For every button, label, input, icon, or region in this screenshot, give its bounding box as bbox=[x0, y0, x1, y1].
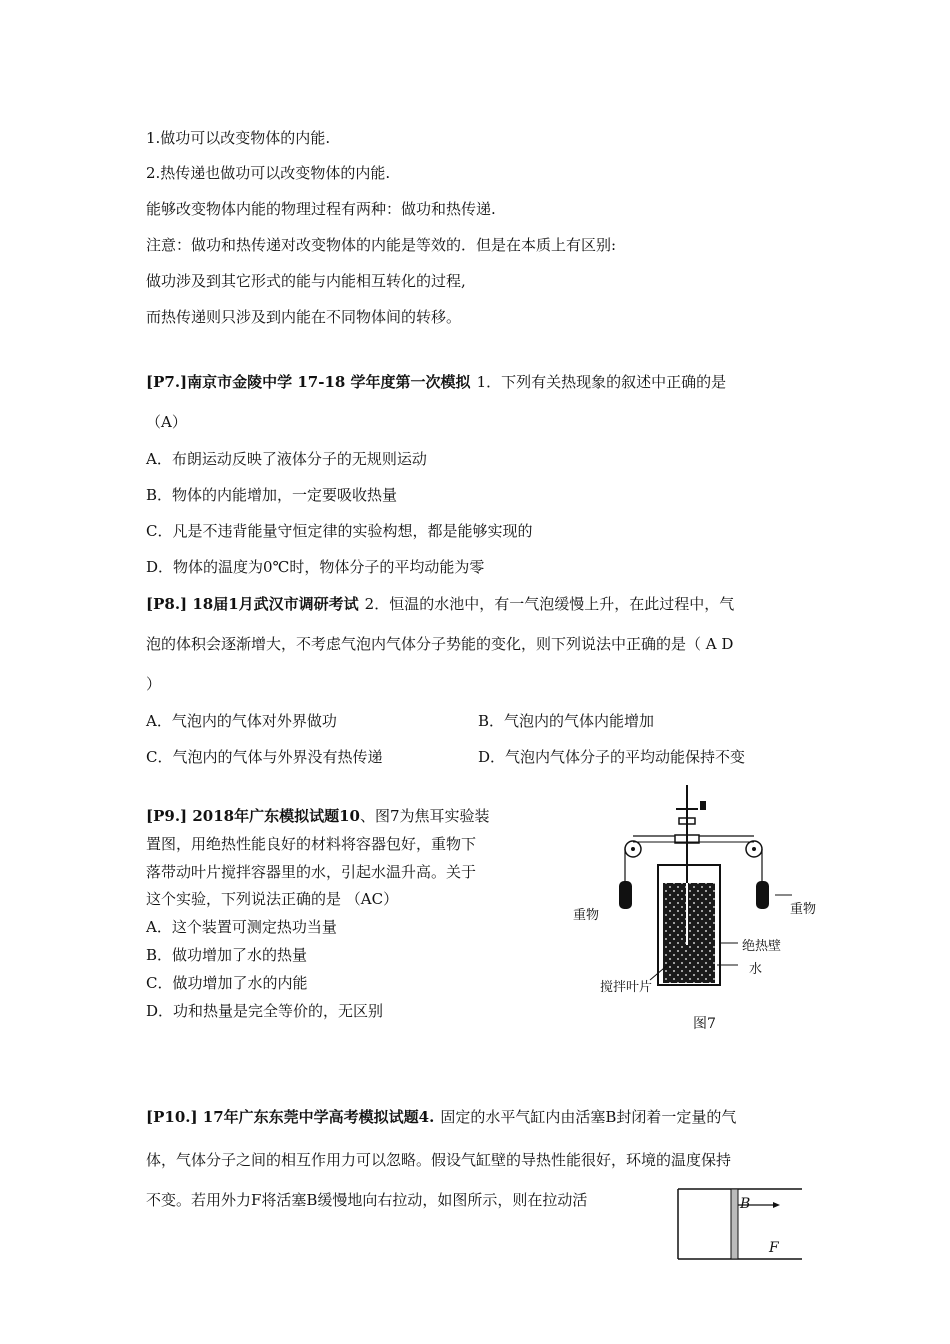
piston-figure bbox=[676, 1188, 804, 1262]
joule-apparatus-diagram bbox=[560, 785, 830, 990]
figure-caption: 图7 bbox=[693, 1016, 716, 1032]
intro-line-6: 而热传递则只涉及到内能在不同物体间的转移。 bbox=[146, 308, 462, 326]
water bbox=[663, 883, 715, 983]
p9-option-a: A．这个装置可测定热功当量 bbox=[146, 918, 337, 936]
p8-option-b: B．气泡内的气体内能增加 bbox=[478, 712, 655, 730]
p9-stem-2: 置图，用绝热性能良好的材料将容器包好，重物下 bbox=[146, 835, 477, 853]
pulley-right-axle bbox=[752, 847, 756, 851]
p8-option-a: A．气泡内的气体对外界做功 bbox=[146, 712, 337, 730]
pulley-left-axle bbox=[631, 847, 635, 851]
weight-right-label: 重物 bbox=[790, 902, 817, 917]
p8-stem-1: 2．恒温的水池中，有一气泡缓慢上升，在此过程中，气 bbox=[364, 595, 735, 613]
p8-stem-2: 泡的体积会逐渐增大，不考虑气泡内气体分子势能的变化，则下列说法中正确的是（ A D bbox=[146, 635, 734, 653]
intro-line-1: 1.做功可以改变物体的内能. bbox=[146, 129, 331, 147]
p10-stem-1: 固定的水平气缸内由活塞B封闭着一定量的气 bbox=[440, 1108, 737, 1126]
intro-line-2: 2.热传递也做功可以改变物体的内能. bbox=[146, 164, 391, 182]
force-arrow-head bbox=[773, 1202, 780, 1208]
p8-stem-3: ） bbox=[146, 675, 162, 693]
p9-heading bbox=[146, 806, 490, 826]
p7-tag: [P7.]南京市金陵中学 17-18 学年度第一次模拟 bbox=[146, 373, 471, 391]
p9-tag: [P9.] 2018年广东模拟试题10 bbox=[146, 807, 360, 825]
p10-tag: [P10.] 17年广东东莞中学高考模拟试题4. bbox=[146, 1108, 435, 1126]
weight-left bbox=[619, 881, 632, 909]
p9-stem-3: 落带动叶片搅拌容器里的水，引起水温升高。关于 bbox=[146, 863, 477, 881]
p9-option-b: B．做功增加了水的热量 bbox=[146, 946, 308, 964]
p7-option-c: C．凡是不违背能量守恒定律的实验构想，都是能够实现的 bbox=[146, 522, 533, 540]
p9-stem-4: 这个实验，下列说法正确的是 （AC） bbox=[146, 890, 399, 908]
p9-option-c: C．做功增加了水的内能 bbox=[146, 974, 308, 992]
p9-option-d: D．功和热量是完全等价的，无区别 bbox=[146, 1002, 384, 1020]
piston bbox=[731, 1189, 738, 1259]
p7-heading bbox=[146, 372, 726, 392]
force-label: F bbox=[769, 1240, 779, 1256]
p8-option-d: D．气泡内气体分子的平均动能保持不变 bbox=[478, 748, 746, 766]
weight-left-label: 重物 bbox=[573, 908, 600, 923]
paddle-label: 搅拌叶片 bbox=[600, 980, 653, 995]
p10-heading bbox=[146, 1107, 736, 1127]
weight-right bbox=[756, 881, 769, 909]
p7-option-d: D．物体的温度为0℃时，物体分子的平均动能为零 bbox=[146, 558, 485, 576]
intro-line-4: 注意：做功和热传递对改变物体的内能是等效的．但是在本质上有区别: bbox=[146, 236, 617, 254]
p7-option-b: B．物体的内能增加，一定要吸收热量 bbox=[146, 486, 398, 504]
wall-label: 绝热壁 bbox=[742, 939, 782, 954]
p7-stem: 1．下列有关热现象的叙述中正确的是 bbox=[476, 373, 727, 391]
p9-stem-1: 、图7为焦耳实验装 bbox=[359, 807, 490, 825]
water-label: 水 bbox=[749, 962, 763, 977]
shaft-clip bbox=[700, 801, 706, 810]
intro-line-5: 做功涉及到其它形式的能与内能相互转化的过程, bbox=[146, 272, 466, 290]
joule-apparatus-figure bbox=[560, 785, 830, 1035]
p8-tag: [P8.] 18届1月武汉市调研考试 bbox=[146, 595, 359, 613]
p10-stem-2: 体，气体分子之间的相互作用力可以忽略。假设气缸壁的导热性能很好，环境的温度保持 bbox=[146, 1151, 732, 1169]
p8-option-c: C．气泡内的气体与外界没有热传递 bbox=[146, 748, 383, 766]
p7-answer: （A） bbox=[146, 413, 187, 431]
p7-option-a: A．布朗运动反映了液体分子的无规则运动 bbox=[146, 450, 427, 468]
p10-stem-3: 不变。若用外力F将活塞B缓慢地向右拉动，如图所示，则在拉动活 bbox=[146, 1191, 588, 1209]
intro-line-3: 能够改变物体内能的物理过程有两种：做功和热传递. bbox=[146, 200, 496, 218]
piston-label: B bbox=[740, 1196, 751, 1212]
p8-heading bbox=[146, 594, 734, 614]
